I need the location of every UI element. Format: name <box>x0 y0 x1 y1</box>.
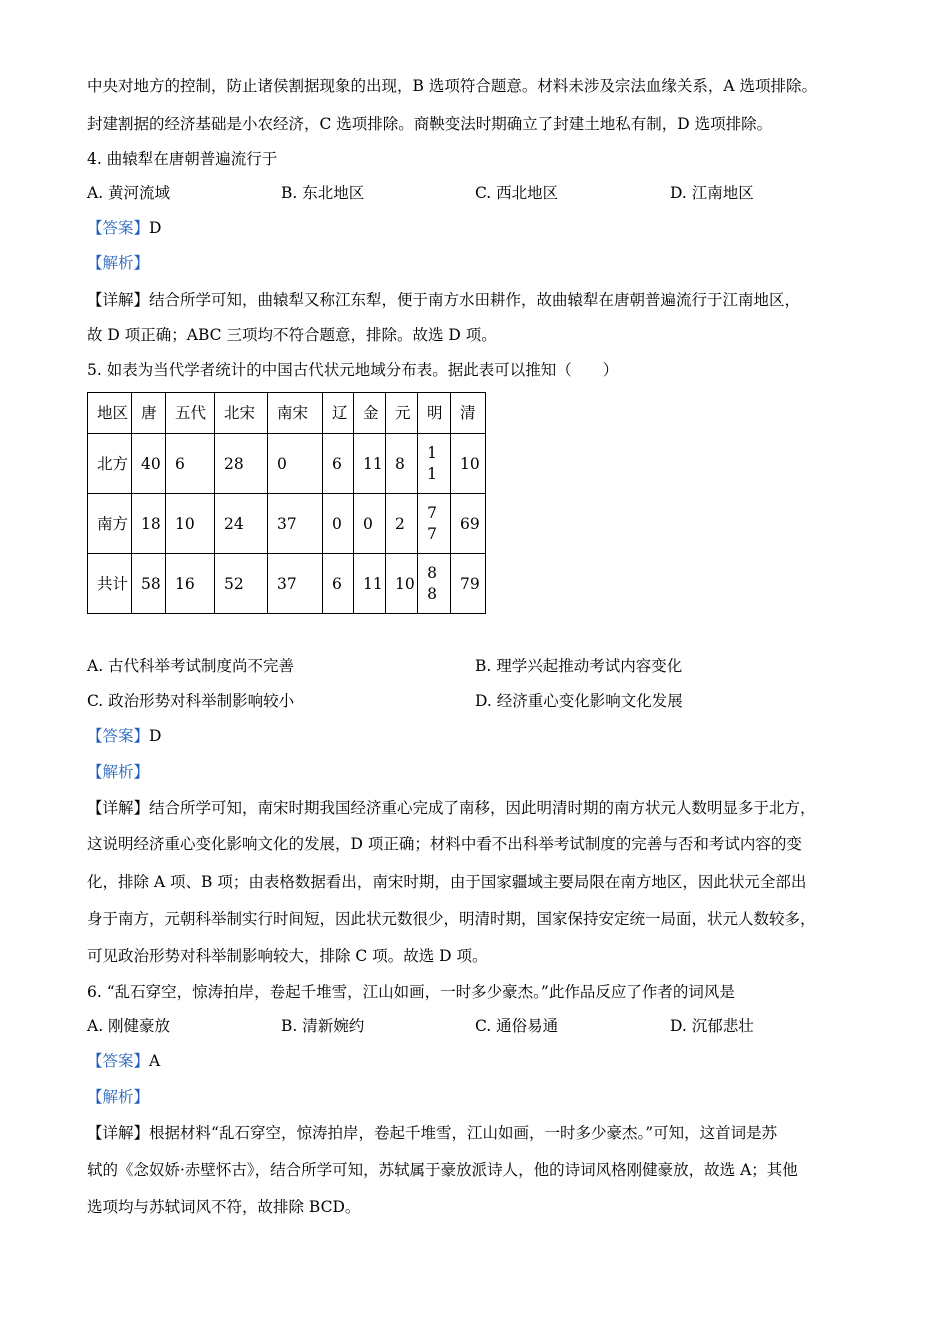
q5-detail-line: 这说明经济重心变化影响文化的发展，D 项正确；材料中看不出科举考试制度的完善与否和考试内容的变 <box>87 835 802 853</box>
table-cell: 8 <box>386 434 418 494</box>
digit: 7 <box>427 524 437 543</box>
q5-detail-line <box>87 797 816 819</box>
q5-detail-line: 可见政治形势对科举制影响较大，排除 C 项。故选 D 项。 <box>87 947 488 965</box>
q4-analysis-tag <box>87 252 149 274</box>
table-cell: 28 <box>215 434 268 494</box>
table-cell: 6 <box>323 554 354 614</box>
q5-option-c: C. 政治形势对科举制影响较小 <box>87 692 295 710</box>
digit: 1 <box>427 464 437 483</box>
answer-tag: 【答案】 <box>87 219 150 237</box>
digit: 7 <box>427 503 437 522</box>
table-row <box>88 554 486 614</box>
table-cell: 79 <box>451 554 486 614</box>
table-cell: 共计 <box>88 554 132 614</box>
q6-option-d: D. 沉郁悲壮 <box>670 1017 754 1035</box>
detail-text: 结合所学可知，曲辕犁又称江东犁，便于南方水田耕作，故曲辕犁在唐朝普遍流行于江南地区， <box>149 291 801 309</box>
q4-option-d: D. 江南地区 <box>670 184 754 202</box>
table-cell: 2 <box>386 494 418 554</box>
text-line: 中央对地方的控制，防止诸侯割据现象的出现，B 选项符合题意。材料未涉及宗法血缘关系，A 选项排除。 <box>87 77 817 95</box>
table-cell: 6 <box>323 434 354 494</box>
table-cell <box>418 434 451 494</box>
table-header-cell: 南宋 <box>268 393 323 434</box>
table-header-row <box>88 393 486 434</box>
analysis-tag: 【解析】 <box>87 1088 150 1106</box>
detail-tag: 【详解】 <box>87 291 150 309</box>
table-cell: 69 <box>451 494 486 554</box>
q5-option-a: A. 古代科举考试制度尚不完善 <box>87 657 295 675</box>
q4-option-c: C. 西北地区 <box>475 184 559 202</box>
table-header-cell: 元 <box>386 393 418 434</box>
q5-analysis-tag <box>87 761 149 783</box>
detail-text: 根据材料“乱石穿空，惊涛拍岸，卷起千堆雪，江山如画，一时多少豪杰。”可知，这首词是苏 <box>149 1124 778 1142</box>
table-cell: 10 <box>166 494 215 554</box>
table-cell: 北方 <box>88 434 132 494</box>
q6-answer <box>87 1050 160 1072</box>
detail-text: 结合所学可知，南宋时期我国经济重心完成了南移，因此明清时期的南方状元人数明显多于北方， <box>149 799 816 817</box>
table-cell: 37 <box>268 494 323 554</box>
text-line: 封建割据的经济基础是小农经济，C 选项排除。商鞅变法时期确立了封建土地私有制，D 选项排除。 <box>87 115 773 133</box>
answer-tag: 【答案】 <box>87 727 150 745</box>
table-header-cell: 唐 <box>132 393 166 434</box>
question-6-stem: 6. “乱石穿空，惊涛拍岸，卷起千堆雪，江山如画，一时多少豪杰。”此作品反应了作者的词风是 <box>87 983 735 1001</box>
table-cell: 11 <box>354 434 386 494</box>
table-row <box>88 494 486 554</box>
table-header-cell: 北宋 <box>215 393 268 434</box>
q4-option-a: A. 黄河流域 <box>87 184 171 202</box>
question-5-stem: 5. 如表为当代学者统计的中国古代状元地域分布表。据此表可以推知（ ） <box>87 361 619 379</box>
champion-distribution-table <box>87 392 486 614</box>
q5-answer <box>87 725 161 747</box>
table-cell: 24 <box>215 494 268 554</box>
q6-analysis-tag <box>87 1086 149 1108</box>
q6-option-c: C. 通俗易通 <box>475 1017 559 1035</box>
answer-value: D <box>149 727 162 745</box>
detail-tag: 【详解】 <box>87 799 150 817</box>
q6-detail-line <box>87 1122 777 1144</box>
table-cell: 37 <box>268 554 323 614</box>
q4-detail-line <box>87 289 800 311</box>
q4-detail-line: 故 D 项正确；ABC 三项均不符合题意，排除。故选 D 项。 <box>87 326 497 344</box>
answer-value: A <box>149 1052 161 1070</box>
table-cell: 52 <box>215 554 268 614</box>
table-cell: 18 <box>132 494 166 554</box>
table-cell: 11 <box>354 554 386 614</box>
answer-tag: 【答案】 <box>87 1052 150 1070</box>
answer-value: D <box>149 219 162 237</box>
table-header-cell: 明 <box>418 393 451 434</box>
table-cell: 南方 <box>88 494 132 554</box>
table-header-cell: 清 <box>451 393 486 434</box>
q4-option-b: B. 东北地区 <box>281 184 365 202</box>
table-cell: 16 <box>166 554 215 614</box>
q6-option-a: A. 刚健豪放 <box>87 1017 171 1035</box>
table-cell: 40 <box>132 434 166 494</box>
table-row <box>88 434 486 494</box>
table-cell: 0 <box>268 434 323 494</box>
table-cell: 58 <box>132 554 166 614</box>
q4-answer <box>87 217 161 239</box>
table-cell <box>418 554 451 614</box>
table-header-cell: 地区 <box>88 393 132 434</box>
table-cell: 0 <box>323 494 354 554</box>
q5-detail-line: 身于南方，元朝科举制实行时间短，因此状元数很少，明清时期，国家保持安定统一局面，状元人数较多， <box>87 910 816 928</box>
table-cell: 0 <box>354 494 386 554</box>
question-4-stem: 4. 曲辕犁在唐朝普遍流行于 <box>87 150 278 168</box>
table-cell <box>418 494 451 554</box>
q6-detail-line: 选项均与苏轼词风不符，故排除 BCD。 <box>87 1198 361 1216</box>
digit: 8 <box>427 584 437 603</box>
q5-option-d: D. 经济重心变化影响文化发展 <box>475 692 683 710</box>
digit: 1 <box>427 443 437 462</box>
detail-tag: 【详解】 <box>87 1124 150 1142</box>
analysis-tag: 【解析】 <box>87 763 150 781</box>
q6-option-b: B. 清新婉约 <box>281 1017 365 1035</box>
analysis-tag: 【解析】 <box>87 254 150 272</box>
table-cell: 10 <box>386 554 418 614</box>
table-header-cell: 五代 <box>166 393 215 434</box>
digit: 8 <box>427 563 437 582</box>
q6-detail-line: 轼的《念奴娇·赤壁怀古》，结合所学可知，苏轼属于豪放派诗人，他的诗词风格刚健豪放，故选 A；其他 <box>87 1161 798 1179</box>
table-header-cell: 金 <box>354 393 386 434</box>
q5-option-b: B. 理学兴起推动考试内容变化 <box>475 657 683 675</box>
table-cell: 6 <box>166 434 215 494</box>
table-header-cell: 辽 <box>323 393 354 434</box>
q5-detail-line: 化，排除 A 项、B 项；由表格数据看出，南宋时期，由于国家疆域主要局限在南方地区，因此状元全部出 <box>87 873 807 891</box>
table-cell: 10 <box>451 434 486 494</box>
